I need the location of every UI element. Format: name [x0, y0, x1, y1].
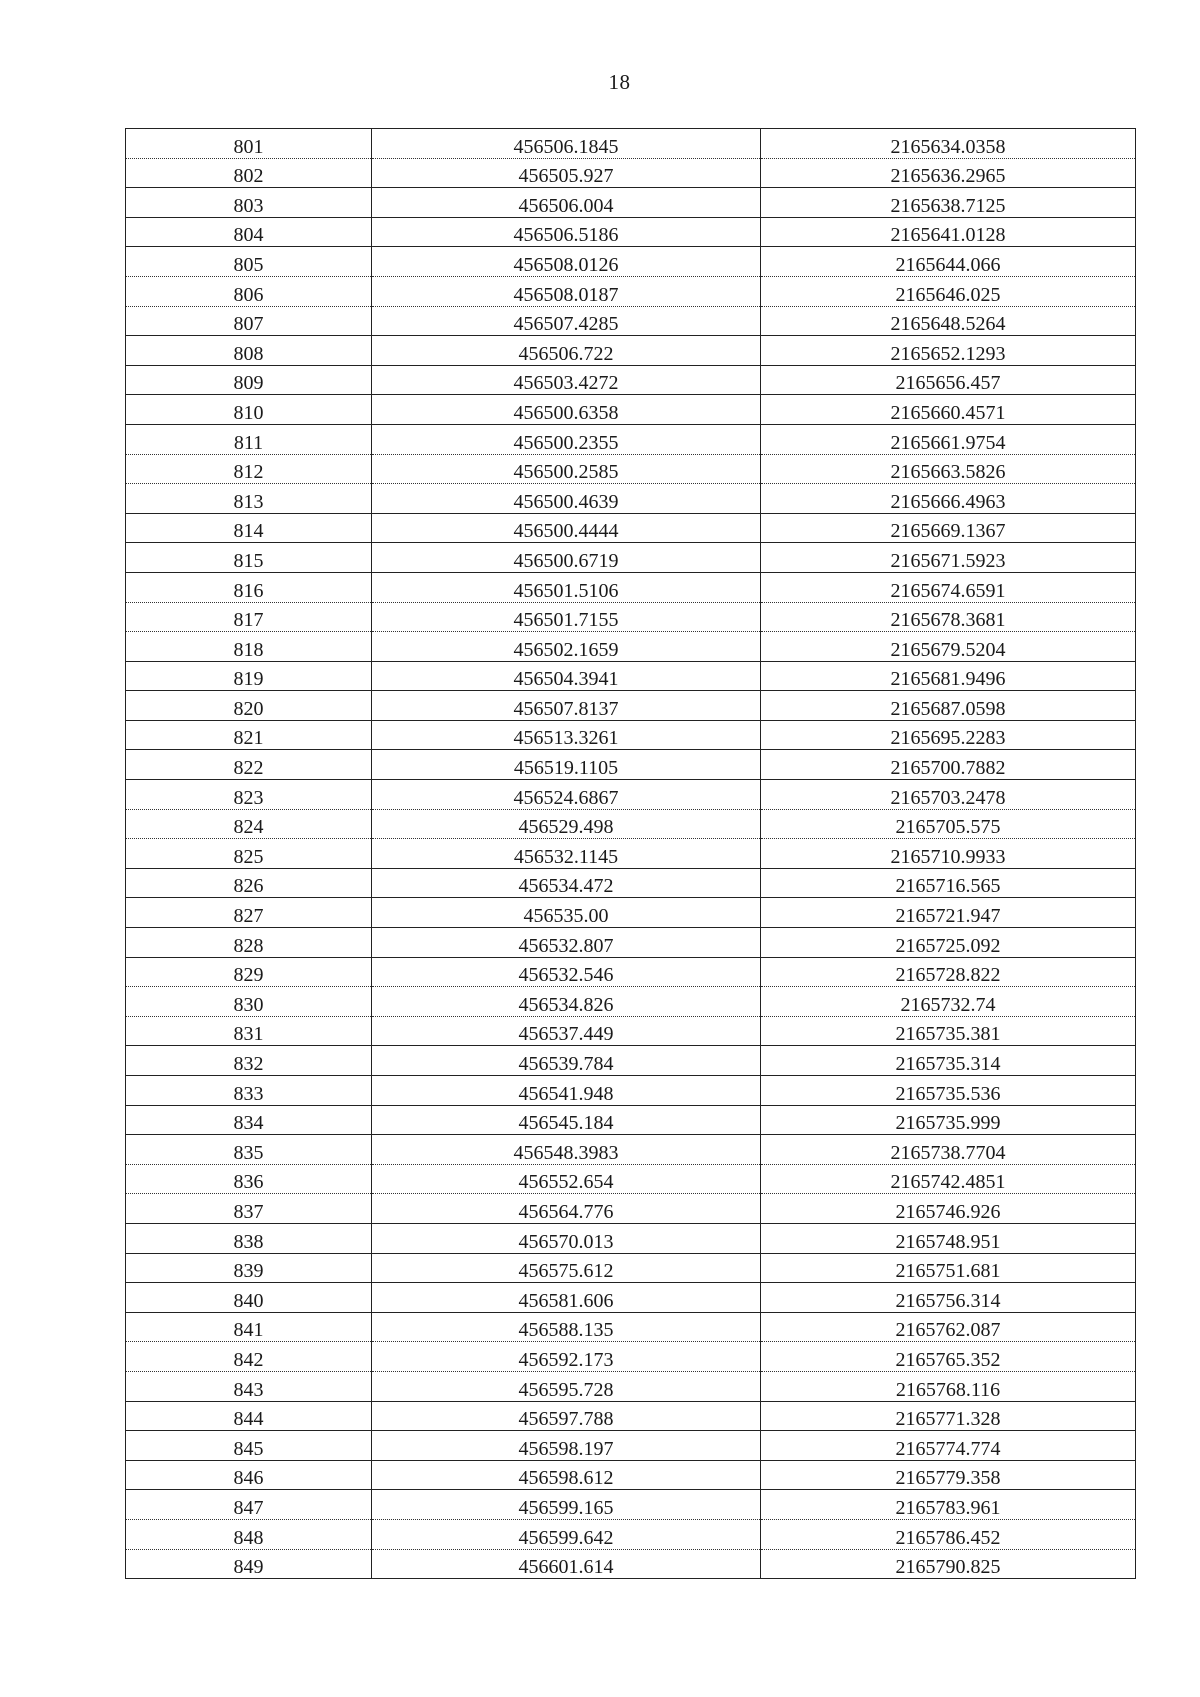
table-row	[126, 306, 1136, 336]
x-coordinate-cell: 456534.472	[372, 868, 761, 898]
x-coordinate-cell: 456575.612	[372, 1253, 761, 1283]
x-coordinate-cell: 456506.004	[372, 188, 761, 218]
y-coordinate-cell: 2165725.092	[761, 928, 1136, 958]
x-coordinate-cell: 456532.807	[372, 928, 761, 958]
table-row	[126, 1431, 1136, 1461]
x-coordinate-cell: 456541.948	[372, 1076, 761, 1106]
x-coordinate-cell: 456505.927	[372, 158, 761, 188]
table-row	[126, 1194, 1136, 1224]
x-coordinate-cell: 456507.8137	[372, 691, 761, 721]
y-coordinate-cell: 2165716.565	[761, 868, 1136, 898]
x-coordinate-cell: 456529.498	[372, 809, 761, 839]
x-coordinate-cell: 456535.00	[372, 898, 761, 928]
point-number-cell: 819	[126, 661, 372, 691]
y-coordinate-cell: 2165765.352	[761, 1342, 1136, 1372]
y-coordinate-cell: 2165735.381	[761, 1016, 1136, 1046]
point-number-cell: 813	[126, 484, 372, 514]
y-coordinate-cell: 2165652.1293	[761, 336, 1136, 366]
point-number-cell: 812	[126, 454, 372, 484]
x-coordinate-cell: 456501.7155	[372, 602, 761, 632]
table-row	[126, 632, 1136, 662]
y-coordinate-cell: 2165771.328	[761, 1401, 1136, 1431]
table-row	[126, 1371, 1136, 1401]
y-coordinate-cell: 2165674.6591	[761, 572, 1136, 602]
table-row	[126, 543, 1136, 573]
x-coordinate-cell: 456503.4272	[372, 365, 761, 395]
point-number-cell: 809	[126, 365, 372, 395]
x-coordinate-cell: 456508.0126	[372, 247, 761, 277]
table-row	[126, 484, 1136, 514]
table-row	[126, 336, 1136, 366]
table-row	[126, 691, 1136, 721]
coordinates-table	[125, 128, 1136, 1579]
y-coordinate-cell: 2165656.457	[761, 365, 1136, 395]
x-coordinate-cell: 456598.197	[372, 1431, 761, 1461]
x-coordinate-cell: 456513.3261	[372, 720, 761, 750]
table-row	[126, 1164, 1136, 1194]
point-number-cell: 806	[126, 276, 372, 306]
point-number-cell: 814	[126, 513, 372, 543]
y-coordinate-cell: 2165687.0598	[761, 691, 1136, 721]
y-coordinate-cell: 2165663.5826	[761, 454, 1136, 484]
point-number-cell: 830	[126, 987, 372, 1017]
x-coordinate-cell: 456534.826	[372, 987, 761, 1017]
point-number-cell: 815	[126, 543, 372, 573]
point-number-cell: 821	[126, 720, 372, 750]
point-number-cell: 805	[126, 247, 372, 277]
point-number-cell: 810	[126, 395, 372, 425]
x-coordinate-cell: 456595.728	[372, 1371, 761, 1401]
x-coordinate-cell: 456599.165	[372, 1490, 761, 1520]
y-coordinate-cell: 2165678.3681	[761, 602, 1136, 632]
y-coordinate-cell: 2165774.774	[761, 1431, 1136, 1461]
y-coordinate-cell: 2165779.358	[761, 1460, 1136, 1490]
y-coordinate-cell: 2165768.116	[761, 1371, 1136, 1401]
table-row	[126, 987, 1136, 1017]
point-number-cell: 824	[126, 809, 372, 839]
table-row	[126, 513, 1136, 543]
point-number-cell: 808	[126, 336, 372, 366]
point-number-cell: 822	[126, 750, 372, 780]
y-coordinate-cell: 2165746.926	[761, 1194, 1136, 1224]
x-coordinate-cell: 456564.776	[372, 1194, 761, 1224]
x-coordinate-cell: 456548.3983	[372, 1135, 761, 1165]
table-row	[126, 217, 1136, 247]
table-row	[126, 1519, 1136, 1549]
table-row	[126, 868, 1136, 898]
x-coordinate-cell: 456504.3941	[372, 661, 761, 691]
x-coordinate-cell: 456570.013	[372, 1223, 761, 1253]
point-number-cell: 841	[126, 1312, 372, 1342]
y-coordinate-cell: 2165641.0128	[761, 217, 1136, 247]
table-row	[126, 1076, 1136, 1106]
point-number-cell: 820	[126, 691, 372, 721]
table-row	[126, 365, 1136, 395]
y-coordinate-cell: 2165703.2478	[761, 780, 1136, 810]
x-coordinate-cell: 456500.2585	[372, 454, 761, 484]
point-number-cell: 844	[126, 1401, 372, 1431]
x-coordinate-cell: 456502.1659	[372, 632, 761, 662]
table-row	[126, 661, 1136, 691]
x-coordinate-cell: 456500.6358	[372, 395, 761, 425]
point-number-cell: 847	[126, 1490, 372, 1520]
point-number-cell: 828	[126, 928, 372, 958]
table-row	[126, 957, 1136, 987]
point-number-cell: 843	[126, 1371, 372, 1401]
x-coordinate-cell: 456506.5186	[372, 217, 761, 247]
y-coordinate-cell: 2165644.066	[761, 247, 1136, 277]
y-coordinate-cell: 2165756.314	[761, 1283, 1136, 1313]
x-coordinate-cell: 456519.1105	[372, 750, 761, 780]
x-coordinate-cell: 456537.449	[372, 1016, 761, 1046]
y-coordinate-cell: 2165666.4963	[761, 484, 1136, 514]
x-coordinate-cell: 456500.6719	[372, 543, 761, 573]
point-number-cell: 836	[126, 1164, 372, 1194]
x-coordinate-cell: 456601.614	[372, 1549, 761, 1579]
point-number-cell: 835	[126, 1135, 372, 1165]
point-number-cell: 842	[126, 1342, 372, 1372]
table-row	[126, 839, 1136, 869]
y-coordinate-cell: 2165671.5923	[761, 543, 1136, 573]
point-number-cell: 834	[126, 1105, 372, 1135]
y-coordinate-cell: 2165751.681	[761, 1253, 1136, 1283]
table-row	[126, 129, 1136, 159]
point-number-cell: 849	[126, 1549, 372, 1579]
point-number-cell: 829	[126, 957, 372, 987]
y-coordinate-cell: 2165679.5204	[761, 632, 1136, 662]
y-coordinate-cell: 2165636.2965	[761, 158, 1136, 188]
coordinates-table-body	[126, 129, 1136, 1579]
point-number-cell: 827	[126, 898, 372, 928]
point-number-cell: 832	[126, 1046, 372, 1076]
x-coordinate-cell: 456598.612	[372, 1460, 761, 1490]
y-coordinate-cell: 2165748.951	[761, 1223, 1136, 1253]
x-coordinate-cell: 456552.654	[372, 1164, 761, 1194]
y-coordinate-cell: 2165742.4851	[761, 1164, 1136, 1194]
table-row	[126, 780, 1136, 810]
point-number-cell: 803	[126, 188, 372, 218]
y-coordinate-cell: 2165669.1367	[761, 513, 1136, 543]
table-row	[126, 1016, 1136, 1046]
y-coordinate-cell: 2165735.536	[761, 1076, 1136, 1106]
point-number-cell: 817	[126, 602, 372, 632]
point-number-cell: 839	[126, 1253, 372, 1283]
y-coordinate-cell: 2165710.9933	[761, 839, 1136, 869]
x-coordinate-cell: 456599.642	[372, 1519, 761, 1549]
table-row	[126, 1312, 1136, 1342]
y-coordinate-cell: 2165681.9496	[761, 661, 1136, 691]
point-number-cell: 804	[126, 217, 372, 247]
x-coordinate-cell: 456539.784	[372, 1046, 761, 1076]
y-coordinate-cell: 2165790.825	[761, 1549, 1136, 1579]
point-number-cell: 818	[126, 632, 372, 662]
point-number-cell: 848	[126, 1519, 372, 1549]
x-coordinate-cell: 456501.5106	[372, 572, 761, 602]
y-coordinate-cell: 2165732.74	[761, 987, 1136, 1017]
x-coordinate-cell: 456506.1845	[372, 129, 761, 159]
x-coordinate-cell: 456500.2355	[372, 424, 761, 454]
table-row	[126, 1490, 1136, 1520]
table-row	[126, 395, 1136, 425]
point-number-cell: 846	[126, 1460, 372, 1490]
table-row	[126, 1105, 1136, 1135]
table-row	[126, 720, 1136, 750]
y-coordinate-cell: 2165705.575	[761, 809, 1136, 839]
y-coordinate-cell: 2165735.314	[761, 1046, 1136, 1076]
table-row	[126, 1046, 1136, 1076]
point-number-cell: 833	[126, 1076, 372, 1106]
table-row	[126, 1135, 1136, 1165]
table-row	[126, 424, 1136, 454]
point-number-cell: 802	[126, 158, 372, 188]
point-number-cell: 816	[126, 572, 372, 602]
x-coordinate-cell: 456524.6867	[372, 780, 761, 810]
y-coordinate-cell: 2165728.822	[761, 957, 1136, 987]
table-row	[126, 602, 1136, 632]
table-row	[126, 454, 1136, 484]
table-row	[126, 1342, 1136, 1372]
y-coordinate-cell: 2165695.2283	[761, 720, 1136, 750]
table-row	[126, 1401, 1136, 1431]
page-number: 18	[608, 70, 631, 94]
y-coordinate-cell: 2165661.9754	[761, 424, 1136, 454]
table-row	[126, 572, 1136, 602]
point-number-cell: 826	[126, 868, 372, 898]
y-coordinate-cell: 2165634.0358	[761, 129, 1136, 159]
table-row	[126, 158, 1136, 188]
x-coordinate-cell: 456532.1145	[372, 839, 761, 869]
point-number-cell: 811	[126, 424, 372, 454]
x-coordinate-cell: 456545.184	[372, 1105, 761, 1135]
table-row	[126, 898, 1136, 928]
x-coordinate-cell: 456581.606	[372, 1283, 761, 1313]
point-number-cell: 825	[126, 839, 372, 869]
point-number-cell: 801	[126, 129, 372, 159]
table-row	[126, 1549, 1136, 1579]
point-number-cell: 807	[126, 306, 372, 336]
y-coordinate-cell: 2165738.7704	[761, 1135, 1136, 1165]
table-row	[126, 1460, 1136, 1490]
point-number-cell: 823	[126, 780, 372, 810]
point-number-cell: 837	[126, 1194, 372, 1224]
y-coordinate-cell: 2165762.087	[761, 1312, 1136, 1342]
y-coordinate-cell: 2165786.452	[761, 1519, 1136, 1549]
x-coordinate-cell: 456500.4639	[372, 484, 761, 514]
point-number-cell: 831	[126, 1016, 372, 1046]
x-coordinate-cell: 456506.722	[372, 336, 761, 366]
y-coordinate-cell: 2165638.7125	[761, 188, 1136, 218]
x-coordinate-cell: 456508.0187	[372, 276, 761, 306]
x-coordinate-cell: 456500.4444	[372, 513, 761, 543]
table-row	[126, 247, 1136, 277]
x-coordinate-cell: 456532.546	[372, 957, 761, 987]
table-row	[126, 1253, 1136, 1283]
x-coordinate-cell: 456507.4285	[372, 306, 761, 336]
y-coordinate-cell: 2165700.7882	[761, 750, 1136, 780]
y-coordinate-cell: 2165721.947	[761, 898, 1136, 928]
point-number-cell: 845	[126, 1431, 372, 1461]
table-row	[126, 276, 1136, 306]
y-coordinate-cell: 2165646.025	[761, 276, 1136, 306]
table-row	[126, 750, 1136, 780]
x-coordinate-cell: 456588.135	[372, 1312, 761, 1342]
y-coordinate-cell: 2165735.999	[761, 1105, 1136, 1135]
table-row	[126, 928, 1136, 958]
table-row	[126, 1223, 1136, 1253]
table-row	[126, 809, 1136, 839]
y-coordinate-cell: 2165648.5264	[761, 306, 1136, 336]
x-coordinate-cell: 456597.788	[372, 1401, 761, 1431]
point-number-cell: 840	[126, 1283, 372, 1313]
table-row	[126, 188, 1136, 218]
y-coordinate-cell: 2165783.961	[761, 1490, 1136, 1520]
point-number-cell: 838	[126, 1223, 372, 1253]
x-coordinate-cell: 456592.173	[372, 1342, 761, 1372]
y-coordinate-cell: 2165660.4571	[761, 395, 1136, 425]
table-row	[126, 1283, 1136, 1313]
